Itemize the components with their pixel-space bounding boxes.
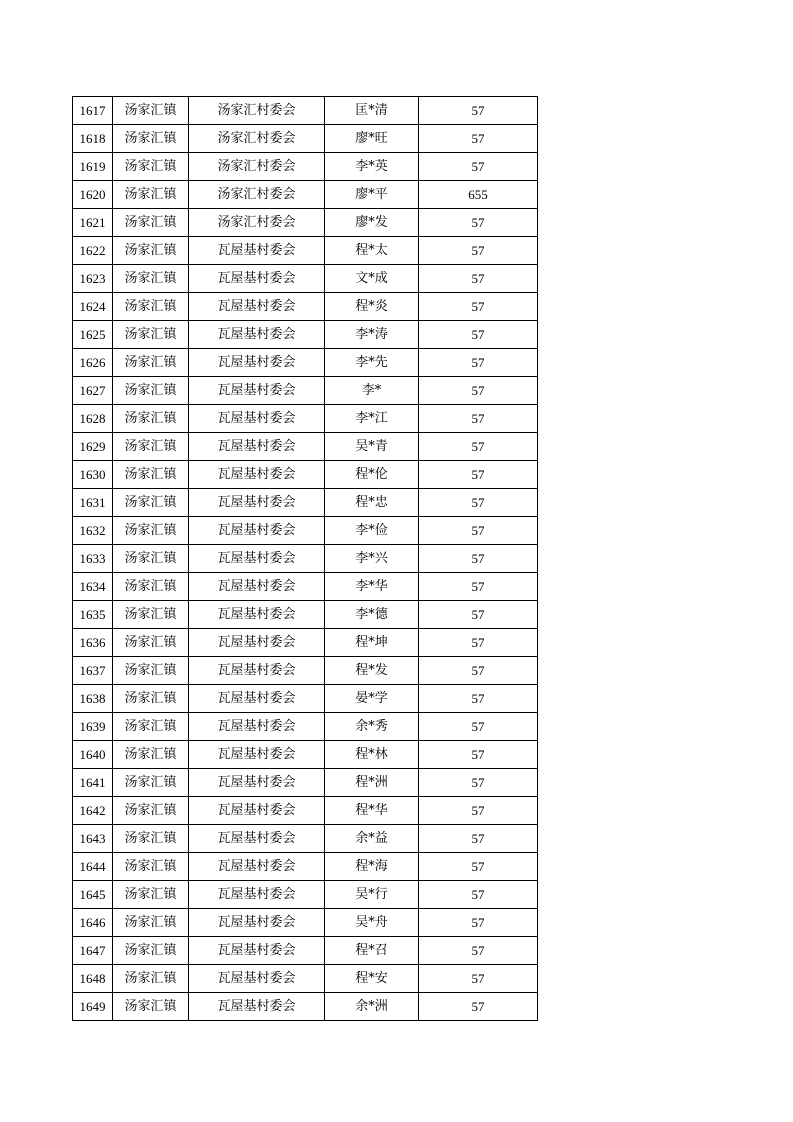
data-table bbox=[72, 96, 538, 1021]
amount-cell: 655 bbox=[419, 181, 538, 209]
table-row bbox=[73, 321, 538, 349]
amount-cell: 57 bbox=[419, 797, 538, 825]
row-number-cell: 1648 bbox=[73, 965, 113, 993]
amount-cell: 57 bbox=[419, 321, 538, 349]
town-cell: 汤家汇镇 bbox=[113, 489, 189, 517]
table-row bbox=[73, 545, 538, 573]
table-row bbox=[73, 965, 538, 993]
row-number-cell: 1630 bbox=[73, 461, 113, 489]
table-row bbox=[73, 769, 538, 797]
table-row bbox=[73, 601, 538, 629]
row-number-cell: 1622 bbox=[73, 237, 113, 265]
table-row bbox=[73, 349, 538, 377]
row-number-cell: 1634 bbox=[73, 573, 113, 601]
town-cell: 汤家汇镇 bbox=[113, 181, 189, 209]
town-cell: 汤家汇镇 bbox=[113, 153, 189, 181]
village-committee-cell: 瓦屋基村委会 bbox=[189, 853, 325, 881]
village-committee-cell: 瓦屋基村委会 bbox=[189, 321, 325, 349]
town-cell: 汤家汇镇 bbox=[113, 993, 189, 1021]
person-name-cell: 李* bbox=[325, 377, 419, 405]
row-number-cell: 1644 bbox=[73, 853, 113, 881]
person-name-cell: 程*华 bbox=[325, 797, 419, 825]
table-row bbox=[73, 881, 538, 909]
town-cell: 汤家汇镇 bbox=[113, 713, 189, 741]
table-row bbox=[73, 797, 538, 825]
amount-cell: 57 bbox=[419, 573, 538, 601]
table-row bbox=[73, 405, 538, 433]
row-number-cell: 1633 bbox=[73, 545, 113, 573]
town-cell: 汤家汇镇 bbox=[113, 405, 189, 433]
row-number-cell: 1640 bbox=[73, 741, 113, 769]
table-row bbox=[73, 153, 538, 181]
person-name-cell: 廖*发 bbox=[325, 209, 419, 237]
table-row bbox=[73, 741, 538, 769]
town-cell: 汤家汇镇 bbox=[113, 517, 189, 545]
town-cell: 汤家汇镇 bbox=[113, 629, 189, 657]
person-name-cell: 李*兴 bbox=[325, 545, 419, 573]
amount-cell: 57 bbox=[419, 937, 538, 965]
row-number-cell: 1641 bbox=[73, 769, 113, 797]
person-name-cell: 程*洲 bbox=[325, 769, 419, 797]
village-committee-cell: 瓦屋基村委会 bbox=[189, 909, 325, 937]
person-name-cell: 程*伦 bbox=[325, 461, 419, 489]
row-number-cell: 1624 bbox=[73, 293, 113, 321]
row-number-cell: 1629 bbox=[73, 433, 113, 461]
row-number-cell: 1631 bbox=[73, 489, 113, 517]
amount-cell: 57 bbox=[419, 909, 538, 937]
town-cell: 汤家汇镇 bbox=[113, 461, 189, 489]
town-cell: 汤家汇镇 bbox=[113, 433, 189, 461]
town-cell: 汤家汇镇 bbox=[113, 545, 189, 573]
village-committee-cell: 瓦屋基村委会 bbox=[189, 713, 325, 741]
row-number-cell: 1618 bbox=[73, 125, 113, 153]
person-name-cell: 程*海 bbox=[325, 853, 419, 881]
row-number-cell: 1619 bbox=[73, 153, 113, 181]
table-row bbox=[73, 517, 538, 545]
village-committee-cell: 汤家汇村委会 bbox=[189, 125, 325, 153]
town-cell: 汤家汇镇 bbox=[113, 377, 189, 405]
person-name-cell: 李*先 bbox=[325, 349, 419, 377]
person-name-cell: 文*成 bbox=[325, 265, 419, 293]
village-committee-cell: 瓦屋基村委会 bbox=[189, 937, 325, 965]
person-name-cell: 程*林 bbox=[325, 741, 419, 769]
row-number-cell: 1626 bbox=[73, 349, 113, 377]
person-name-cell: 程*发 bbox=[325, 657, 419, 685]
village-committee-cell: 瓦屋基村委会 bbox=[189, 573, 325, 601]
row-number-cell: 1638 bbox=[73, 685, 113, 713]
table-row bbox=[73, 657, 538, 685]
village-committee-cell: 瓦屋基村委会 bbox=[189, 601, 325, 629]
village-committee-cell: 汤家汇村委会 bbox=[189, 209, 325, 237]
amount-cell: 57 bbox=[419, 713, 538, 741]
amount-cell: 57 bbox=[419, 601, 538, 629]
village-committee-cell: 瓦屋基村委会 bbox=[189, 629, 325, 657]
table-row bbox=[73, 853, 538, 881]
person-name-cell: 程*坤 bbox=[325, 629, 419, 657]
table-row bbox=[73, 293, 538, 321]
table-row bbox=[73, 125, 538, 153]
town-cell: 汤家汇镇 bbox=[113, 881, 189, 909]
table-row bbox=[73, 377, 538, 405]
person-name-cell: 匡*清 bbox=[325, 97, 419, 125]
village-committee-cell: 瓦屋基村委会 bbox=[189, 377, 325, 405]
table-row bbox=[73, 937, 538, 965]
row-number-cell: 1621 bbox=[73, 209, 113, 237]
amount-cell: 57 bbox=[419, 685, 538, 713]
person-name-cell: 程*炎 bbox=[325, 293, 419, 321]
person-name-cell: 李*俭 bbox=[325, 517, 419, 545]
row-number-cell: 1636 bbox=[73, 629, 113, 657]
person-name-cell: 程*安 bbox=[325, 965, 419, 993]
table-row bbox=[73, 713, 538, 741]
town-cell: 汤家汇镇 bbox=[113, 237, 189, 265]
village-committee-cell: 瓦屋基村委会 bbox=[189, 657, 325, 685]
town-cell: 汤家汇镇 bbox=[113, 853, 189, 881]
town-cell: 汤家汇镇 bbox=[113, 741, 189, 769]
table-row bbox=[73, 237, 538, 265]
table-row bbox=[73, 685, 538, 713]
amount-cell: 57 bbox=[419, 433, 538, 461]
village-committee-cell: 瓦屋基村委会 bbox=[189, 349, 325, 377]
table-body bbox=[73, 97, 538, 1021]
table-row bbox=[73, 97, 538, 125]
village-committee-cell: 瓦屋基村委会 bbox=[189, 405, 325, 433]
amount-cell: 57 bbox=[419, 965, 538, 993]
amount-cell: 57 bbox=[419, 853, 538, 881]
town-cell: 汤家汇镇 bbox=[113, 601, 189, 629]
row-number-cell: 1635 bbox=[73, 601, 113, 629]
row-number-cell: 1623 bbox=[73, 265, 113, 293]
town-cell: 汤家汇镇 bbox=[113, 769, 189, 797]
row-number-cell: 1643 bbox=[73, 825, 113, 853]
person-name-cell: 程*太 bbox=[325, 237, 419, 265]
table-row bbox=[73, 825, 538, 853]
row-number-cell: 1627 bbox=[73, 377, 113, 405]
row-number-cell: 1632 bbox=[73, 517, 113, 545]
amount-cell: 57 bbox=[419, 349, 538, 377]
village-committee-cell: 瓦屋基村委会 bbox=[189, 293, 325, 321]
person-name-cell: 廖*旺 bbox=[325, 125, 419, 153]
town-cell: 汤家汇镇 bbox=[113, 909, 189, 937]
row-number-cell: 1647 bbox=[73, 937, 113, 965]
town-cell: 汤家汇镇 bbox=[113, 657, 189, 685]
town-cell: 汤家汇镇 bbox=[113, 293, 189, 321]
person-name-cell: 吴*舟 bbox=[325, 909, 419, 937]
village-committee-cell: 瓦屋基村委会 bbox=[189, 881, 325, 909]
amount-cell: 57 bbox=[419, 629, 538, 657]
table-row bbox=[73, 573, 538, 601]
village-committee-cell: 汤家汇村委会 bbox=[189, 153, 325, 181]
village-committee-cell: 瓦屋基村委会 bbox=[189, 965, 325, 993]
village-committee-cell: 瓦屋基村委会 bbox=[189, 461, 325, 489]
village-committee-cell: 瓦屋基村委会 bbox=[189, 741, 325, 769]
row-number-cell: 1620 bbox=[73, 181, 113, 209]
amount-cell: 57 bbox=[419, 237, 538, 265]
town-cell: 汤家汇镇 bbox=[113, 573, 189, 601]
row-number-cell: 1637 bbox=[73, 657, 113, 685]
table-row bbox=[73, 489, 538, 517]
person-name-cell: 程*忠 bbox=[325, 489, 419, 517]
town-cell: 汤家汇镇 bbox=[113, 209, 189, 237]
amount-cell: 57 bbox=[419, 741, 538, 769]
town-cell: 汤家汇镇 bbox=[113, 825, 189, 853]
row-number-cell: 1645 bbox=[73, 881, 113, 909]
amount-cell: 57 bbox=[419, 993, 538, 1021]
village-committee-cell: 瓦屋基村委会 bbox=[189, 489, 325, 517]
town-cell: 汤家汇镇 bbox=[113, 937, 189, 965]
row-number-cell: 1617 bbox=[73, 97, 113, 125]
person-name-cell: 李*涛 bbox=[325, 321, 419, 349]
table-row bbox=[73, 181, 538, 209]
table-row bbox=[73, 909, 538, 937]
row-number-cell: 1642 bbox=[73, 797, 113, 825]
amount-cell: 57 bbox=[419, 461, 538, 489]
village-committee-cell: 瓦屋基村委会 bbox=[189, 517, 325, 545]
village-committee-cell: 瓦屋基村委会 bbox=[189, 993, 325, 1021]
town-cell: 汤家汇镇 bbox=[113, 97, 189, 125]
town-cell: 汤家汇镇 bbox=[113, 265, 189, 293]
person-name-cell: 李*英 bbox=[325, 153, 419, 181]
town-cell: 汤家汇镇 bbox=[113, 125, 189, 153]
table-row bbox=[73, 209, 538, 237]
person-name-cell: 李*江 bbox=[325, 405, 419, 433]
row-number-cell: 1649 bbox=[73, 993, 113, 1021]
person-name-cell: 晏*学 bbox=[325, 685, 419, 713]
amount-cell: 57 bbox=[419, 881, 538, 909]
table-row bbox=[73, 265, 538, 293]
town-cell: 汤家汇镇 bbox=[113, 349, 189, 377]
table-row bbox=[73, 433, 538, 461]
town-cell: 汤家汇镇 bbox=[113, 965, 189, 993]
town-cell: 汤家汇镇 bbox=[113, 685, 189, 713]
person-name-cell: 李*德 bbox=[325, 601, 419, 629]
village-committee-cell: 瓦屋基村委会 bbox=[189, 265, 325, 293]
village-committee-cell: 瓦屋基村委会 bbox=[189, 797, 325, 825]
person-name-cell: 余*益 bbox=[325, 825, 419, 853]
village-committee-cell: 汤家汇村委会 bbox=[189, 97, 325, 125]
table-row bbox=[73, 629, 538, 657]
village-committee-cell: 瓦屋基村委会 bbox=[189, 825, 325, 853]
amount-cell: 57 bbox=[419, 125, 538, 153]
town-cell: 汤家汇镇 bbox=[113, 321, 189, 349]
row-number-cell: 1628 bbox=[73, 405, 113, 433]
amount-cell: 57 bbox=[419, 377, 538, 405]
amount-cell: 57 bbox=[419, 209, 538, 237]
village-committee-cell: 瓦屋基村委会 bbox=[189, 545, 325, 573]
amount-cell: 57 bbox=[419, 265, 538, 293]
village-committee-cell: 瓦屋基村委会 bbox=[189, 769, 325, 797]
amount-cell: 57 bbox=[419, 657, 538, 685]
person-name-cell: 余*洲 bbox=[325, 993, 419, 1021]
amount-cell: 57 bbox=[419, 153, 538, 181]
amount-cell: 57 bbox=[419, 545, 538, 573]
table-row bbox=[73, 461, 538, 489]
village-committee-cell: 瓦屋基村委会 bbox=[189, 433, 325, 461]
person-name-cell: 吴*青 bbox=[325, 433, 419, 461]
village-committee-cell: 瓦屋基村委会 bbox=[189, 237, 325, 265]
row-number-cell: 1625 bbox=[73, 321, 113, 349]
amount-cell: 57 bbox=[419, 769, 538, 797]
amount-cell: 57 bbox=[419, 489, 538, 517]
village-committee-cell: 瓦屋基村委会 bbox=[189, 685, 325, 713]
amount-cell: 57 bbox=[419, 825, 538, 853]
town-cell: 汤家汇镇 bbox=[113, 797, 189, 825]
person-name-cell: 李*华 bbox=[325, 573, 419, 601]
amount-cell: 57 bbox=[419, 293, 538, 321]
row-number-cell: 1646 bbox=[73, 909, 113, 937]
person-name-cell: 吴*行 bbox=[325, 881, 419, 909]
amount-cell: 57 bbox=[419, 405, 538, 433]
amount-cell: 57 bbox=[419, 517, 538, 545]
person-name-cell: 廖*平 bbox=[325, 181, 419, 209]
table-row bbox=[73, 993, 538, 1021]
amount-cell: 57 bbox=[419, 97, 538, 125]
person-name-cell: 程*召 bbox=[325, 937, 419, 965]
person-name-cell: 余*秀 bbox=[325, 713, 419, 741]
village-committee-cell: 汤家汇村委会 bbox=[189, 181, 325, 209]
row-number-cell: 1639 bbox=[73, 713, 113, 741]
